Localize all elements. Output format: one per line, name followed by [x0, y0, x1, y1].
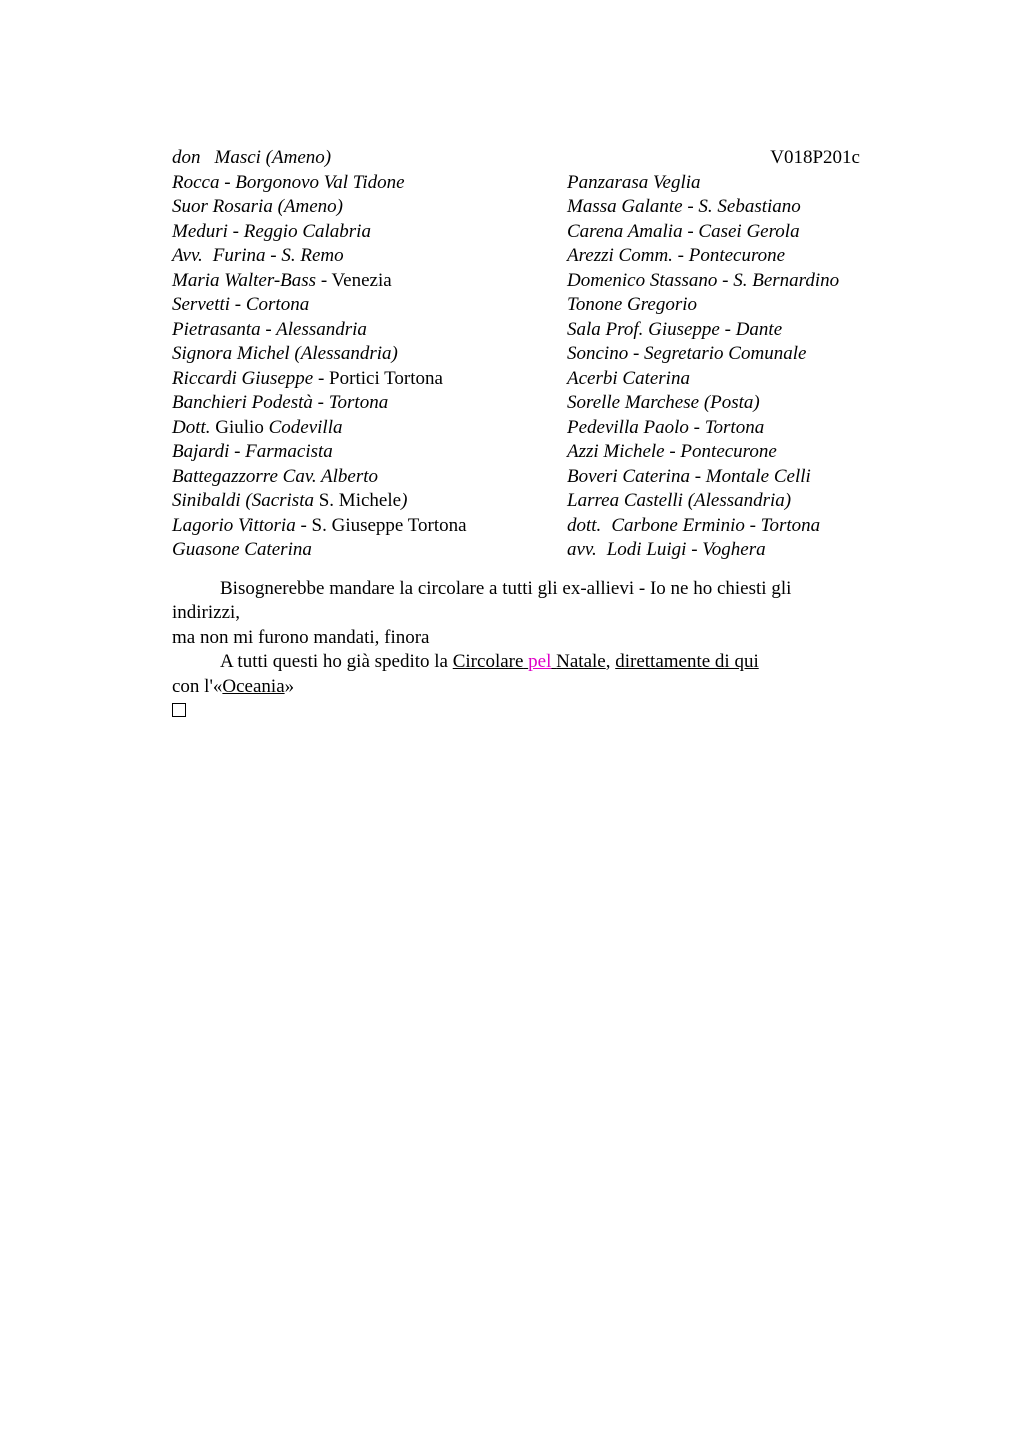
- list-item: [567, 489, 791, 514]
- name-text: Pedevilla Paolo - Tortona: [567, 416, 765, 438]
- table-row: [172, 440, 872, 465]
- paragraph-4: [172, 675, 872, 700]
- checkbox-square-icon: [172, 703, 186, 717]
- list-item: [567, 244, 785, 269]
- list-item: [172, 342, 398, 367]
- list-item: [567, 220, 800, 245]
- list-item: [172, 318, 367, 343]
- list-item: [172, 514, 467, 539]
- document-page: [172, 146, 872, 725]
- list-item: [567, 367, 690, 392]
- table-row: [172, 465, 872, 490]
- name-text-roman: - S. Giuseppe Tortona: [295, 514, 467, 536]
- table-row: [172, 318, 872, 343]
- table-row: [172, 391, 872, 416]
- name-text: Furina - S. Remo: [212, 245, 344, 266]
- table-row: [172, 489, 872, 514]
- underlined-phrase: direttamente di qui: [615, 651, 759, 672]
- table-row: [172, 244, 872, 269]
- list-item: [172, 293, 309, 318]
- name-text: Panzarasa Veglia: [567, 171, 701, 193]
- list-item: [172, 465, 378, 490]
- name-text: Carbone Erminio - Tortona: [611, 514, 821, 536]
- underlined-word: Circolare: [452, 651, 524, 672]
- underlined-word: Natale: [556, 651, 606, 672]
- name-text: Suor Rosaria (Ameno): [172, 196, 343, 217]
- paragraph-text: ma non mi furono mandati, finora: [172, 626, 430, 648]
- name-text: Sinibaldi (Sacrista: [172, 490, 314, 511]
- paragraph-2: [172, 626, 872, 651]
- paragraph-3: [172, 650, 872, 675]
- list-item: [172, 391, 388, 416]
- name-text: Lodi Luigi - Voghera: [606, 539, 766, 560]
- table-row: [172, 342, 872, 367]
- table-row: [172, 220, 872, 245]
- name-text: Boveri Caterina - Montale Celli: [567, 465, 811, 487]
- list-item: [172, 146, 331, 171]
- list-item: [567, 171, 701, 196]
- paragraph-1: [172, 577, 872, 602]
- paragraph-5: [172, 699, 872, 725]
- table-row: [172, 171, 872, 196]
- name-text: Larrea Castelli (Alessandria): [567, 490, 792, 511]
- name-title: Avv.: [172, 245, 203, 266]
- list-item: [567, 195, 801, 220]
- name-text: Sorelle Marchese (Posta): [567, 392, 760, 413]
- name-text-roman: - Portici Tortona: [313, 367, 443, 389]
- paragraph-text: ,: [605, 651, 616, 672]
- name-text: Bajardi - Farmacista: [172, 441, 333, 462]
- name-text: Soncino - Segretario Comunale: [567, 343, 807, 364]
- name-text: Massa Galante - S. Sebastiano: [567, 196, 801, 217]
- table-row: [172, 367, 872, 392]
- list-item: [567, 293, 697, 318]
- list-item: [567, 391, 760, 416]
- name-text: Maria Walter-Bass: [172, 269, 317, 291]
- list-item: [567, 514, 820, 539]
- table-row: [172, 269, 872, 294]
- table-row: [172, 538, 872, 563]
- name-text: Domenico Stassano - S. Bernardino: [567, 269, 840, 291]
- header-row: [172, 146, 872, 171]
- name-text-roman: Giulio: [210, 416, 269, 438]
- list-item: [172, 220, 371, 245]
- name-title: dott.: [567, 514, 602, 536]
- paragraph-text: A tutti questi ho già spedito la: [220, 651, 453, 672]
- name-text: Lagorio Vittoria: [172, 514, 296, 536]
- list-item: [172, 269, 392, 294]
- name-text-roman: - Venezia: [316, 269, 392, 291]
- name-text: Battegazzorre Cav. Alberto: [172, 465, 378, 487]
- name-text: Acerbi Caterina: [567, 367, 690, 389]
- name-text: Arezzi Comm. - Pontecurone: [567, 245, 786, 266]
- body-text: [172, 577, 872, 725]
- paragraph-text: con l'«: [172, 675, 223, 697]
- list-item: [172, 440, 333, 465]
- highlighted-word: pel: [528, 651, 552, 672]
- list-item: [172, 244, 344, 269]
- name-text: Pietrasanta - Alessandria: [172, 318, 367, 340]
- name-text: Banchieri Podestà - Tortona: [172, 392, 389, 413]
- name-text: Rocca - Borgonovo Val Tidone: [172, 171, 405, 193]
- list-item: [567, 318, 782, 343]
- name-text: Tonone Gregorio: [567, 294, 698, 315]
- table-row: [172, 195, 872, 220]
- list-item: [172, 171, 405, 196]
- list-item: [567, 538, 766, 563]
- name-title: don: [172, 147, 201, 168]
- list-item: [567, 440, 777, 465]
- paragraph-text: »: [284, 675, 295, 697]
- paragraph-1-continued: [172, 601, 872, 626]
- name-title: avv.: [567, 539, 597, 560]
- list-item: [567, 465, 811, 490]
- name-text: Signora Michel (Alessandria): [172, 343, 398, 364]
- table-row: [172, 514, 872, 539]
- underlined-word: Oceania: [222, 675, 285, 697]
- table-row: [172, 416, 872, 441]
- list-item: [172, 195, 343, 220]
- list-item: [172, 489, 407, 514]
- table-row: [172, 293, 872, 318]
- list-item: [172, 416, 342, 441]
- document-code: V018P201c: [770, 147, 860, 168]
- names-list: [172, 171, 872, 563]
- list-item: [567, 269, 839, 294]
- name-text: Guasone Caterina: [172, 539, 312, 560]
- name-text: Dott.: [172, 416, 211, 438]
- list-item: [567, 342, 806, 367]
- list-item: [567, 416, 764, 441]
- name-text: ): [401, 490, 408, 511]
- list-item: [172, 367, 443, 392]
- name-text: Sala Prof. Giuseppe - Dante: [567, 318, 783, 340]
- paragraph-text: indirizzi,: [172, 602, 241, 623]
- list-item: [172, 538, 312, 563]
- name-text: Meduri - Reggio Calabria: [172, 220, 371, 242]
- name-text: Servetti - Cortona: [172, 294, 310, 315]
- paragraph-text: Bisognerebbe mandare la circolare a tutti gli ex-allievi - Io ne ho chiesti gli: [220, 577, 792, 599]
- name-text: Carena Amalia - Casei Gerola: [567, 220, 800, 242]
- name-text: Masci (Ameno): [214, 147, 332, 168]
- name-text: Azzi Michele - Pontecurone: [567, 441, 777, 462]
- name-text-roman: S. Michele: [313, 490, 402, 511]
- name-text: Codevilla: [268, 416, 343, 438]
- name-text: Riccardi Giuseppe: [172, 367, 314, 389]
